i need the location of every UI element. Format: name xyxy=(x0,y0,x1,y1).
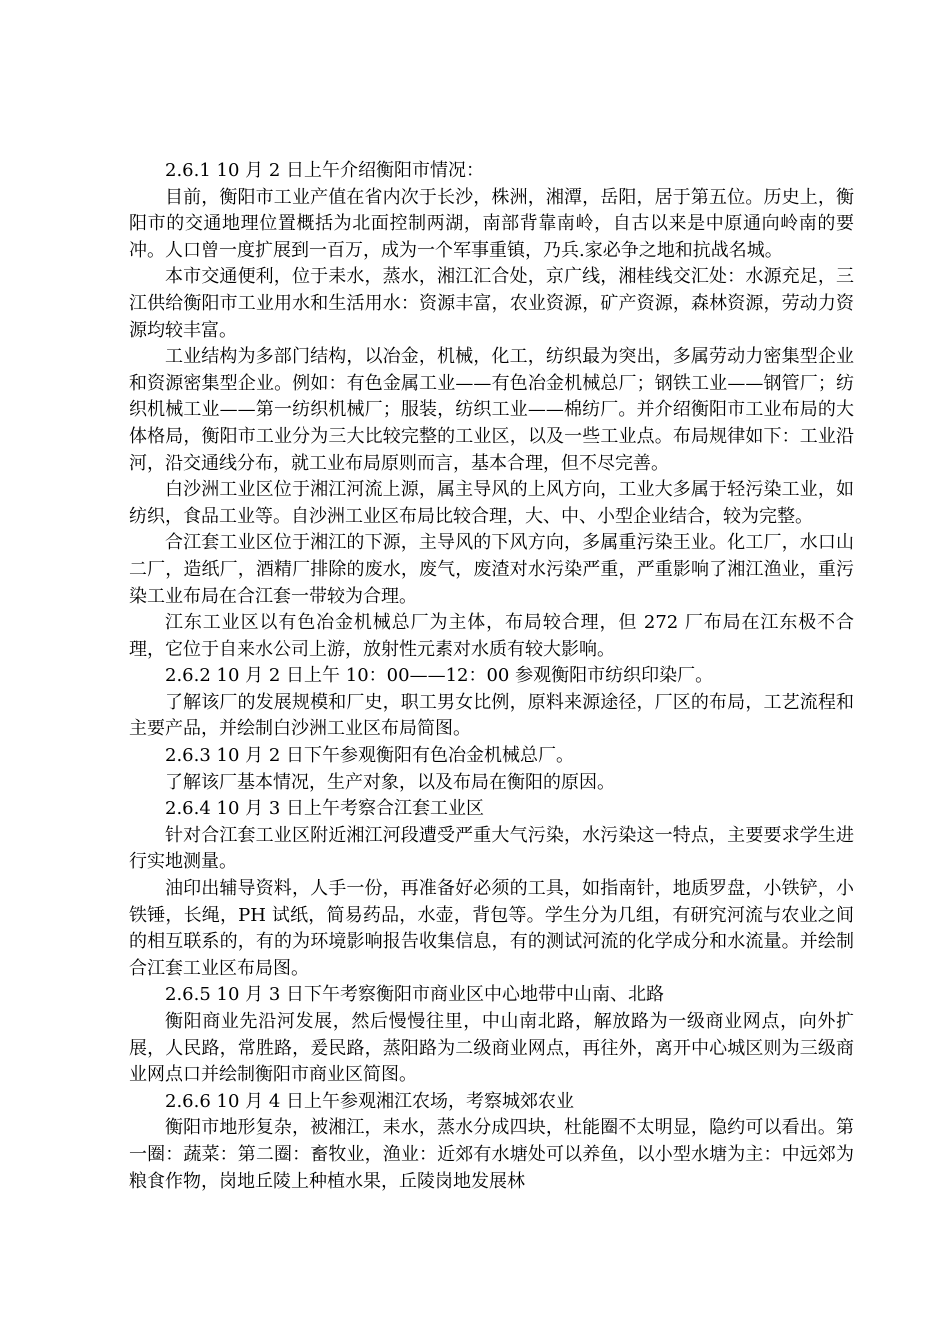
paragraph: 了解该厂基本情况，生产对象，以及布局在衡阳的原因。 xyxy=(165,771,615,793)
section-heading-2-6-1: 2.6.1 10 月 2 日上午介绍衡阳市情况： xyxy=(165,160,485,181)
paragraph: 目前，衡阳市工业产值在省内次于长沙，株洲，湘潭，岳阳，居于第五位。历史上，衡阳市的交通地理位置概括为北面控制两湖，南部背靠南岭，自古以来是中原通向岭南的要冲。人口曾一度扩展到一百万，成为一个军事重镇，乃兵.家必争之地和抗战名城。 xyxy=(129,186,854,261)
section-heading-2-6-3: 2.6.3 10 月 2 日下午参观衡阳有色冶金机械总厂。 xyxy=(165,745,575,767)
paragraph: 江东工业区以有色冶金机械总厂为主体，布局较合理，但 272 厂布局在江东极不合理，它位于自来水公司上游，放射性元素对水质有较大影响。 xyxy=(129,612,854,660)
paragraph: 衡阳商业先沿河发展，然后慢慢往里，中山南北路，解放路为一级商业网点，向外扩展，人民路，常胜路，爰民路，蒸阳路为二级商业网点，再往外，离开中心城区则为三级商业网点口并绘制衡阳市商业区简图。 xyxy=(129,1011,854,1086)
section-heading-2-6-5: 2.6.5 10 月 3 日下午考察衡阳市商业区中心地带中山南、北路 xyxy=(165,984,665,1006)
section-heading-2-6-4: 2.6.4 10 月 3 日上午考察合江套工业区 xyxy=(165,798,485,820)
section-heading-2-6-6: 2.6.6 10 月 4 日上午参观湘江农场，考察城郊农业 xyxy=(165,1090,575,1112)
paragraph: 合江套工业区位于湘江的下源，主导风的下风方向，多属重污染王业。化工厂，水口山二厂，造纸厂，酒精厂排除的废水，废气，废渣对水污染严重，严重影响了湘江渔业，重污染工业布局在合江套一带较为合理。 xyxy=(129,532,854,607)
paragraph: 白沙洲工业区位于湘江河流上源，属主导风的上风方向，工业大多属于轻污染工业，如纺织，食品工业等。自沙洲工业区布局比较合理，大、中、小型企业结合，较为完整。 xyxy=(129,479,854,527)
paragraph: 了解该厂的发展规模和厂史，职工男女比例，原料来源途径，厂区的布局，工艺流程和主要产品，并绘制白沙洲工业区布局简图。 xyxy=(129,691,854,740)
section-heading-2-6-2: 2.6.2 10 月 2 日上午 10：00——12：00 参观衡阳市纺织印染厂。 xyxy=(165,665,714,687)
paragraph: 衡阳市地形复杂，被湘江，耒水，蒸水分成四块，杜能圈不太明显，隐约可以看出。第一圈：蔬菜：第二圈：畜牧业，渔业：近郊有水塘处可以养鱼，以小型水塘为主：中远郊为粮食作物，岗地丘陵上种植水果，丘陵岗地发展林 xyxy=(129,1117,854,1192)
document-body xyxy=(129,158,854,1195)
paragraph: 工业结构为多部门结构，以冶金，机械，化工，纺织最为突出，多属劳动力密集型企业和资源密集型企业。例如：有色金属工业——有色冶金机械总厂；钢铁工业——钢管厂；纺织机械工业——第一纺织机械厂；服装，纺织工业——棉纺厂。并介绍衡阳市工业布局的大体格局，衡阳市工业分为三大比较完整的工业区，以及一些工业点。布局规律如下：工业沿河，沿交通线分布，就工业布局原则而言，基本合理，但不尽完善。 xyxy=(129,346,854,474)
paragraph: 针对合江套工业区附近湘江河段遭受严重大气污染，水污染这一特点，主要要求学生进行实地测量。 xyxy=(129,824,854,873)
paragraph: 本市交通便利，位于耒水，蒸水，湘江汇合处，京广线，湘桂线交汇处：水源充足，三江供给衡阳市工业用水和生活用水：资源丰富，农业资源，矿产资源，森林资源，劳动力资源均较丰富。 xyxy=(129,266,854,341)
paragraph: 油印出辅导资料，人手一份，再准备好必须的工具，如指南针，地质罗盘，小铁铲，小铁锤，长绳，PH 试纸，简易药品，水壶，背包等。学生分为几组，有研究河流与农业之间的相互联系的，有的为环境影响报告收集信息，有的测试河流的化学成分和水流量。并绘制合江套工业区布局图。 xyxy=(129,878,854,979)
